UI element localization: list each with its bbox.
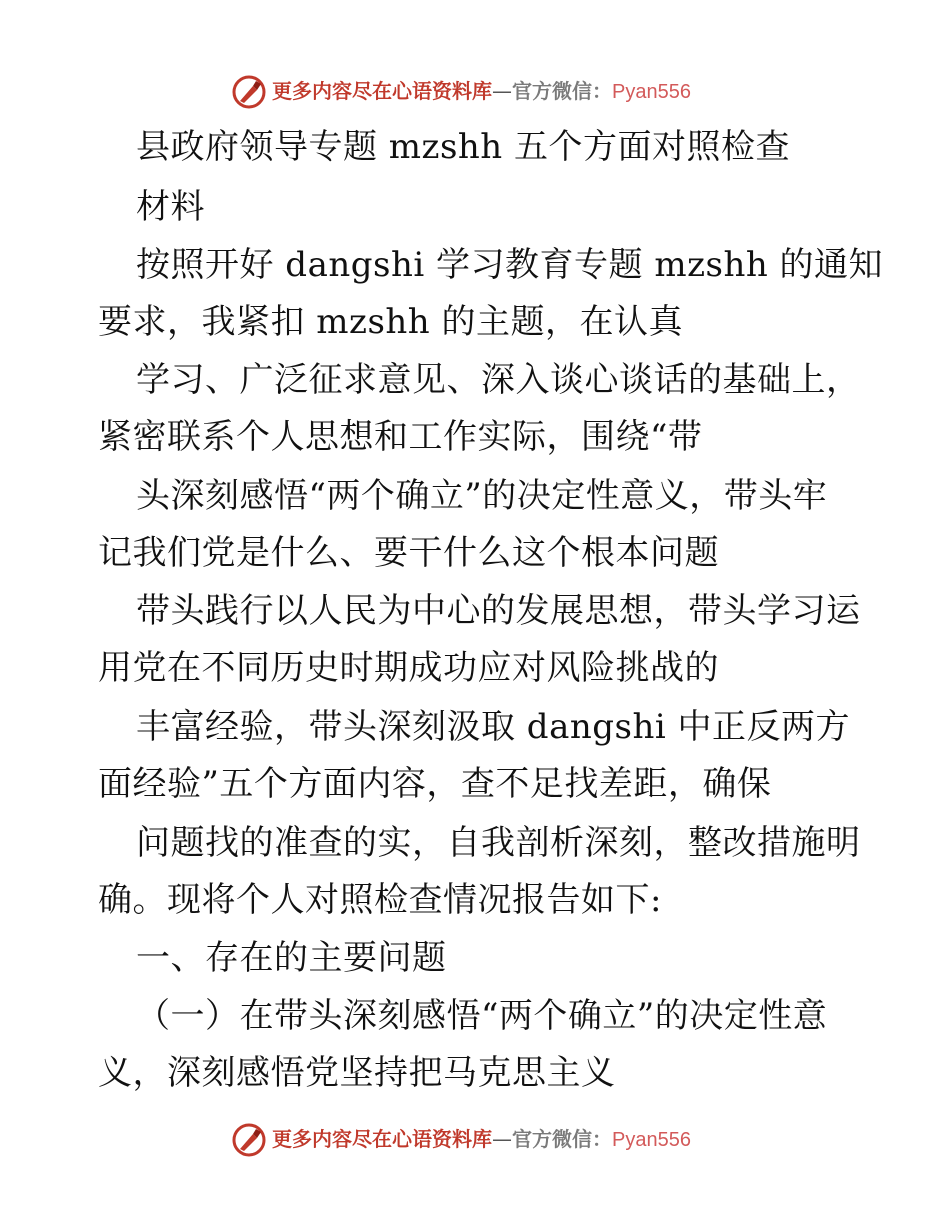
banner-wechat-label: 官方微信：	[512, 79, 612, 103]
doc-text-line: 学习、广泛征求意见、深入谈心谈话的基础上，	[136, 360, 861, 400]
banner-dash: —	[492, 79, 512, 103]
doc-text-line: 记我们党是什么、要干什么这个根本问题	[98, 533, 719, 573]
banner-site-text: 更多内容尽在心语资料库	[272, 79, 492, 103]
pen-logo-icon	[231, 74, 267, 110]
banner-wechat-label: 官方微信：	[512, 1127, 612, 1151]
banner-wechat-id: Pyan556	[612, 1129, 691, 1151]
banner-site-text: 更多内容尽在心语资料库	[272, 1127, 492, 1151]
doc-text-line: 紧密联系个人思想和工作实际，围绕“带	[98, 417, 703, 457]
doc-title-line: 材料	[136, 187, 205, 227]
doc-text-line: 问题找的准查的实，自我剖析深刻，整改措施明	[136, 823, 861, 863]
doc-text-line: 义，深刻感悟党坚持把马克思主义	[98, 1053, 616, 1093]
doc-text-line: 确。现将个人对照检查情况报告如下:	[98, 880, 662, 920]
doc-text-line: 带头践行以人民为中心的发展思想，带头学习运	[136, 591, 861, 631]
doc-text-line: 按照开好 dangshi 学习教育专题 mzshh 的通知	[136, 245, 884, 285]
doc-text-line: 用党在不同历史时期成功应对风险挑战的	[98, 648, 719, 688]
doc-text-line: 头深刻感悟“两个确立”的决定性意义，带头牢	[136, 476, 828, 516]
doc-text-line: 要求，我紧扣 mzshh 的主题，在认真	[98, 302, 684, 342]
doc-title-line: 县政府领导专题 mzshh 五个方面对照检查	[136, 127, 791, 167]
section-heading: 一、存在的主要问题	[136, 938, 447, 978]
banner-dash: —	[492, 1127, 512, 1151]
footer-watermark-banner	[0, 1120, 950, 1160]
doc-text-line: 面经验”五个方面内容，查不足找差距，确保	[98, 764, 772, 804]
subsection-heading: （一）在带头深刻感悟“两个确立”的决定性意	[136, 996, 828, 1036]
banner-wechat-id: Pyan556	[612, 81, 691, 103]
header-watermark-banner	[0, 72, 950, 112]
doc-text-line: 丰富经验，带头深刻汲取 dangshi 中正反两方	[136, 707, 851, 747]
pen-logo-icon	[231, 1122, 267, 1158]
